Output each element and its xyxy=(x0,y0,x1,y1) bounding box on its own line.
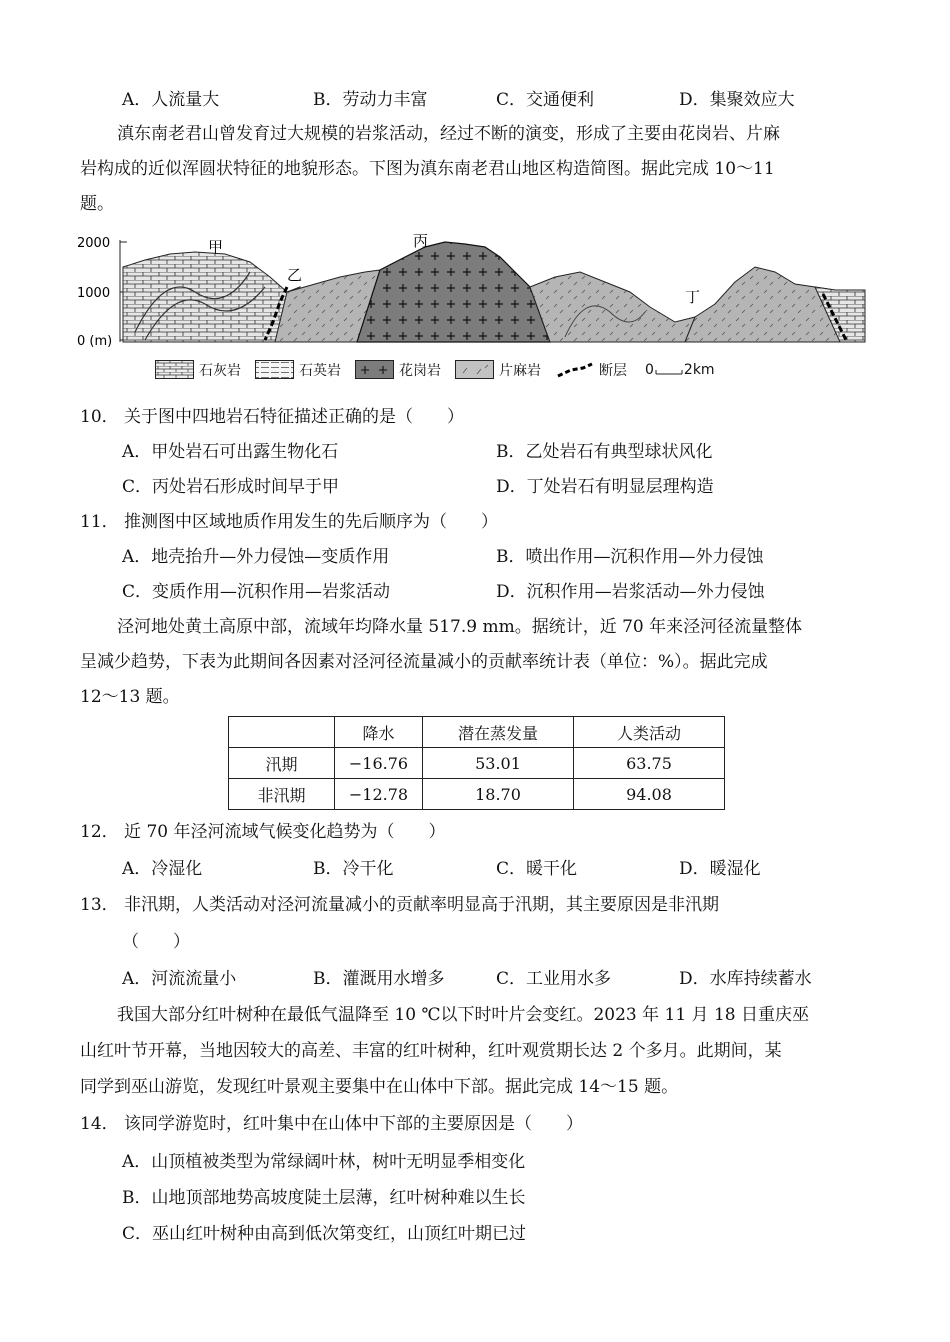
y-label-0: 0 (m) xyxy=(77,334,113,349)
table-cell: −16.76 xyxy=(335,748,423,779)
table-cell: 53.01 xyxy=(423,748,574,779)
granite-swatch xyxy=(355,360,395,380)
legend-fault xyxy=(555,357,627,383)
passage2-line1: 泾河地处黄土高原中部，流域年均降水量 517.9 mm。据统计，近 70 年来泾河径流量整体 xyxy=(117,617,803,637)
y-label-2000: 2000 xyxy=(77,236,111,251)
table-header-cell: 人类活动 xyxy=(574,717,725,748)
table-row xyxy=(229,748,725,779)
valley-gneiss-block xyxy=(530,272,695,342)
label-jia: 甲 xyxy=(208,238,224,256)
q10-option-b: B．乙处岩石有典型球状风化 xyxy=(496,442,713,462)
geological-section-diagram xyxy=(75,232,875,352)
gneiss-swatch xyxy=(455,360,495,380)
label-bing: 丙 xyxy=(413,232,429,250)
q11-option-b: B．喷出作用—沉积作用—外力侵蚀 xyxy=(496,547,764,567)
passage2-line3: 12～13 题。 xyxy=(80,687,180,707)
jia-limestone-block xyxy=(123,252,303,342)
q11-stem: 11． 推测图中区域地质作用发生的先后顺序为（ ） xyxy=(80,512,499,532)
table-cell: 非汛期 xyxy=(229,779,335,810)
q11-option-c: C．变质作用—沉积作用—岩浆活动 xyxy=(122,582,391,602)
q10-stem: 10． 关于图中四地岩石特征描述正确的是（ ） xyxy=(80,407,465,427)
q10-option-d: D．丁处岩石有明显层理构造 xyxy=(496,477,714,497)
q14-option-c: C．巫山红叶树种由高到低次第变红，山顶红叶期已过 xyxy=(122,1224,527,1244)
q11-option-d: D．沉积作用—岩浆活动—外力侵蚀 xyxy=(496,582,765,602)
q13-option-d: D．水库持续蓄水 xyxy=(679,969,812,989)
legend-gneiss xyxy=(455,357,541,383)
legend-quartzite-label: 石英岩 xyxy=(299,363,341,379)
q13-stem: 13． 非汛期，人类活动对泾河流量减小的贡献率明显高于汛期，其主要原因是非汛期 xyxy=(80,895,720,915)
legend-granite-label: 花岗岩 xyxy=(399,363,441,379)
q10-option-c: C．丙处岩石形成时间早于甲 xyxy=(122,477,340,497)
legend-fault-label: 断层 xyxy=(599,363,627,379)
table-cell: 汛期 xyxy=(229,748,335,779)
q11-option-a: A．地壳抬升—外力侵蚀—变质作用 xyxy=(122,547,390,567)
table-header-row xyxy=(229,717,725,748)
legend-limestone xyxy=(155,357,241,383)
q13-option-b: B．灌溉用水增多 xyxy=(313,969,445,989)
q12-option-b: B．冷干化 xyxy=(313,859,394,879)
y-label-1000: 1000 xyxy=(77,286,111,301)
table-header-cell: 潜在蒸发量 xyxy=(423,717,574,748)
label-yi: 乙 xyxy=(287,266,303,284)
table-cell: −12.78 xyxy=(335,779,423,810)
passage3-line3: 同学到巫山游览，发现红叶景观主要集中在山体中下部。据此完成 14～15 题。 xyxy=(80,1077,679,1097)
q12-option-c: C．暖干化 xyxy=(496,859,578,879)
q14-stem: 14． 该同学游览时，红叶集中在山体中下部的主要原因是（ ） xyxy=(80,1114,584,1134)
fault-swatch xyxy=(555,360,595,380)
passage3-line1: 我国大部分红叶树种在最低气温降至 10 ℃以下时叶片会变红。2023 年 11 月 18 日重庆巫 xyxy=(117,1005,810,1025)
table-cell: 18.70 xyxy=(423,779,574,810)
q10-option-a: A．甲处岩石可出露生物化石 xyxy=(122,442,339,462)
q9-option-c: C．交通便利 xyxy=(496,90,595,110)
limestone-swatch xyxy=(155,360,195,380)
table-header-cell xyxy=(229,717,335,748)
label-ding: 丁 xyxy=(685,288,701,306)
q12-option-d: D．暖湿化 xyxy=(679,859,761,879)
table-cell: 63.75 xyxy=(574,748,725,779)
q13-answer-paren: （ ） xyxy=(122,932,190,952)
table-row xyxy=(229,779,725,810)
passage1-line1: 滇东南老君山曾发育过大规模的岩浆活动，经过不断的演变，形成了主要由花岗岩、片麻 xyxy=(117,124,780,144)
quartzite-swatch xyxy=(255,360,295,380)
legend-quartzite xyxy=(255,357,341,383)
contribution-table xyxy=(228,716,725,810)
q12-option-a: A．冷湿化 xyxy=(122,859,203,879)
bing-granite-body xyxy=(357,242,550,342)
q14-option-a: A．山顶植被类型为常绿阔叶林，树叶无明显季相变化 xyxy=(122,1152,526,1172)
table-cell: 94.08 xyxy=(574,779,725,810)
passage1-line3: 题。 xyxy=(80,194,114,214)
q9-option-d: D．集聚效应大 xyxy=(679,90,795,110)
q9-option-b: B．劳动力丰富 xyxy=(313,90,428,110)
q13-option-a: A．河流流量小 xyxy=(122,969,237,989)
q12-stem: 12． 近 70 年泾河流域气候变化趋势为（ ） xyxy=(80,822,446,842)
scale-value-label: 2km xyxy=(683,362,715,378)
passage2-line2: 呈减少趋势，下表为此期间各因素对泾河径流量减小的贡献率统计表（单位：%）。据此完成 xyxy=(80,652,768,672)
table-header-cell: 降水 xyxy=(335,717,423,748)
passage1-line2: 岩构成的近似浑圆状特征的地貌形态。下图为滇东南老君山地区构造简图。据此完成 10～11 xyxy=(80,159,775,179)
diagram-legend xyxy=(150,357,730,385)
passage3-line2: 山红叶节开幕，当地因较大的高差、丰富的红叶树种，红叶观赏期长达 2 个多月。此期间，某 xyxy=(80,1041,782,1061)
legend-granite xyxy=(355,357,441,383)
q9-option-a: A．人流量大 xyxy=(122,90,220,110)
legend-scale xyxy=(645,357,715,383)
scale-bar xyxy=(654,360,684,380)
q14-option-b: B．山地顶部地势高坡度陡土层薄，红叶树种难以生长 xyxy=(122,1188,526,1208)
legend-limestone-label: 石灰岩 xyxy=(199,363,241,379)
scale-zero-label: 0 xyxy=(645,362,654,378)
q13-option-c: C．工业用水多 xyxy=(496,969,612,989)
legend-gneiss-label: 片麻岩 xyxy=(499,363,541,379)
